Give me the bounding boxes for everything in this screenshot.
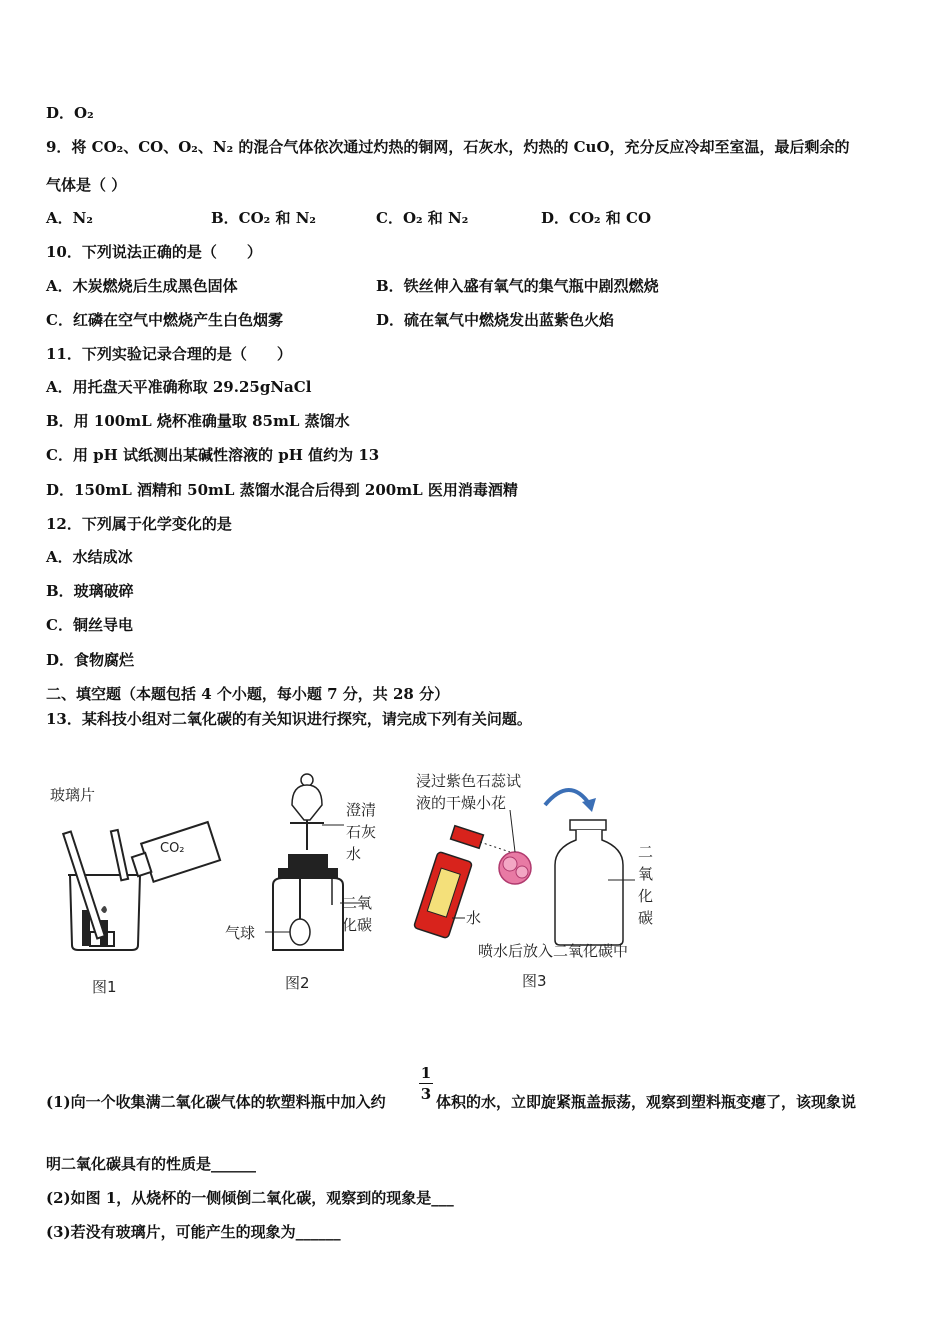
q13-stem: 13．某科技小组对二氧化碳的有关知识进行探究，请完成下列有关问题。 xyxy=(46,710,532,728)
q10-option-c: C．红磷在空气中燃烧产生白色烟雾 xyxy=(46,311,283,329)
fig3-co2-l2: 氧 xyxy=(638,865,654,883)
q11-option-a: A．用托盘天平准确称取 29.25gNaCl xyxy=(46,378,312,396)
q9-stem-line1: 9．将 CO₂、CO、O₂、N₂ 的混合气体依次通过灼热的铜网，石灰水，灼热的 CuO，充分反应冷却至室温，最后剩余的 xyxy=(46,138,850,156)
fig3-flower-label-2: 液的干燥小花 xyxy=(416,794,507,812)
fig2-co2-l2: 化碳 xyxy=(342,916,373,934)
fig2-limewater-label xyxy=(346,801,381,863)
q9-stem-line2: 气体是（ ） xyxy=(46,176,127,194)
fig2-limewater-l1: 澄清 xyxy=(346,801,377,819)
q11-option-d: D．150mL 酒精和 50mL 蒸馏水混合后得到 200mL 医用消毒酒精 xyxy=(46,481,518,499)
q12-stem: 12．下列属于化学变化的是 xyxy=(46,515,232,533)
fig1-co2-label: CO₂ xyxy=(160,841,185,856)
q9-option-d: D．CO₂ 和 CO xyxy=(541,209,652,227)
q13-part1-b: 体积的水，立即旋紧瓶盖振荡，观察到塑料瓶变瘪了，该现象说 xyxy=(436,1093,857,1111)
q8-option-d: D．O₂ xyxy=(46,104,94,122)
q13-part2: (2)如图 1，从烧杯的一侧倾倒二氧化碳，观察到的现象是___ xyxy=(46,1189,454,1207)
fig2-limewater-l3: 水 xyxy=(346,845,362,863)
fraction-numerator: 1 xyxy=(420,1064,432,1082)
q9-option-a: A．N₂ xyxy=(46,209,93,227)
q12-option-b: B．玻璃破碎 xyxy=(46,582,134,600)
fraction-bar xyxy=(419,1083,433,1084)
q9-option-c: C．O₂ 和 N₂ xyxy=(376,209,469,227)
q13-part1-line2: 明二氧化碳具有的性质是______ xyxy=(46,1155,257,1173)
fig3-drawing xyxy=(414,790,635,945)
q13-figures xyxy=(40,760,680,1010)
q9-option-b: B．CO₂ 和 N₂ xyxy=(211,209,316,227)
fig3-co2-label xyxy=(638,843,658,927)
fig3-co2-l3: 化 xyxy=(638,887,654,905)
fig2-co2-l1: 二氧 xyxy=(342,894,373,912)
fig3-bottom-label: 喷水后放入二氧化碳中 xyxy=(478,942,629,960)
fraction-one-third xyxy=(419,1065,433,1102)
fig3-flower-label-1: 浸过紫色石蕊试 xyxy=(416,772,522,790)
fig1-caption: 图1 xyxy=(92,978,117,996)
q12-option-d: D．食物腐烂 xyxy=(46,651,135,669)
q11-option-b: B．用 100mL 烧杯准确量取 85mL 蒸馏水 xyxy=(46,412,350,430)
q11-stem: 11．下列实验记录合理的是（ ） xyxy=(46,345,292,363)
q10-option-d: D．硫在氧气中燃烧发出蓝紫色火焰 xyxy=(376,311,615,329)
fig1-drawing xyxy=(63,822,220,950)
fig3-water-label: 水 xyxy=(466,909,482,927)
fraction-denominator: 3 xyxy=(420,1085,432,1103)
q13-part1-a: (1)向一个收集满二氧化碳气体的软塑料瓶中加入约 xyxy=(46,1093,386,1111)
q12-option-a: A．水结成冰 xyxy=(46,548,133,566)
fig2-limewater-l2: 石灰 xyxy=(346,823,377,841)
figures-illustration xyxy=(40,760,680,1010)
section2-title: 二、填空题（本题包括 4 个小题，每小题 7 分，共 28 分） xyxy=(46,685,450,703)
fig1-glass-label: 玻璃片 xyxy=(50,786,96,804)
fig2-co2-label xyxy=(342,894,377,934)
fig3-caption: 图3 xyxy=(522,972,547,990)
q10-option-b: B．铁丝伸入盛有氧气的集气瓶中剧烈燃烧 xyxy=(376,277,659,295)
q12-option-c: C．铜丝导电 xyxy=(46,616,133,634)
fig3-co2-l1: 二 xyxy=(638,843,654,861)
q10-option-a: A．木炭燃烧后生成黑色固体 xyxy=(46,277,238,295)
fig2-balloon-label: 气球 xyxy=(225,924,256,942)
q10-stem: 10．下列说法正确的是（ ） xyxy=(46,243,262,261)
fig2-caption: 图2 xyxy=(285,974,310,992)
fig3-co2-l4: 碳 xyxy=(638,909,654,927)
q13-part3: (3)若没有玻璃片，可能产生的现象为______ xyxy=(46,1223,341,1241)
q11-option-c: C．用 pH 试纸测出某碱性溶液的 pH 值约为 13 xyxy=(46,446,380,464)
